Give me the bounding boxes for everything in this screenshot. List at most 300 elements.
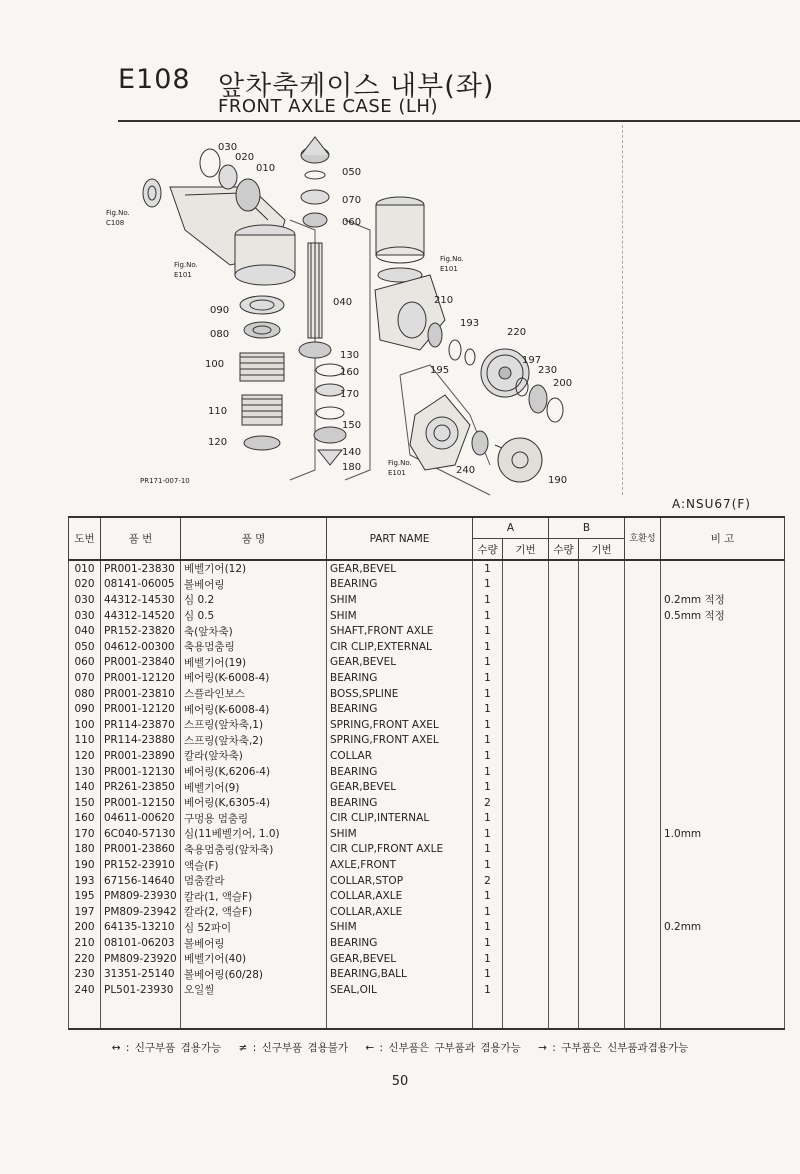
row-ref: 090 <box>69 701 101 717</box>
callout-050: 050 <box>342 167 362 178</box>
row-remark <box>661 982 785 998</box>
col-part-name: PART NAME <box>327 517 473 560</box>
row-remark <box>661 842 785 858</box>
row-qty-a: 1 <box>473 826 503 842</box>
table-row <box>69 888 785 904</box>
row-name-ko: 오일씰 <box>181 982 327 998</box>
row-part-name: BEARING <box>327 670 473 686</box>
row-part-name: AXLE,FRONT <box>327 857 473 873</box>
row-model-b <box>579 717 625 733</box>
row-name-ko: 베벨기어(40) <box>181 951 327 967</box>
row-qty-b <box>549 873 579 889</box>
row-qty-b <box>549 951 579 967</box>
row-remark: 0.5mm 적정 <box>661 608 785 624</box>
row-part-name: BEARING,BALL <box>327 966 473 982</box>
row-ref: 170 <box>69 826 101 842</box>
row-model-b <box>579 811 625 827</box>
row-compat <box>625 733 661 749</box>
row-name-ko: 구멍용 멈춤링 <box>181 811 327 827</box>
row-qty-a: 1 <box>473 982 503 998</box>
row-model-a <box>503 873 549 889</box>
row-part-no: PR001-23830 <box>101 560 181 577</box>
row-qty-a: 1 <box>473 842 503 858</box>
row-qty-b <box>549 686 579 702</box>
row-model-b <box>579 904 625 920</box>
row-ref: 060 <box>69 655 101 671</box>
table-row <box>69 904 785 920</box>
row-remark <box>661 857 785 873</box>
row-part-no: PR001-23860 <box>101 842 181 858</box>
row-compat <box>625 982 661 998</box>
callout-190: 190 <box>548 475 568 486</box>
row-qty-a: 1 <box>473 764 503 780</box>
row-ref: 130 <box>69 764 101 780</box>
row-qty-b <box>549 826 579 842</box>
row-compat <box>625 655 661 671</box>
row-qty-a: 1 <box>473 935 503 951</box>
row-qty-b <box>549 982 579 998</box>
row-part-no: 44312-14530 <box>101 592 181 608</box>
row-qty-b <box>549 748 579 764</box>
row-part-no: PM809-23930 <box>101 888 181 904</box>
row-qty-a: 1 <box>473 655 503 671</box>
blank-cell <box>661 998 785 1029</box>
row-model-a <box>503 717 549 733</box>
row-part-no: PR114-23870 <box>101 717 181 733</box>
blank-cell <box>549 998 579 1029</box>
row-model-b <box>579 592 625 608</box>
table-row <box>69 935 785 951</box>
table-row <box>69 951 785 967</box>
row-compat <box>625 966 661 982</box>
row-name-ko: 심 0.2 <box>181 592 327 608</box>
fig-ref-e101-left: E101 <box>174 271 192 279</box>
row-model-a <box>503 888 549 904</box>
callout-160: 160 <box>340 367 360 378</box>
callout-170: 170 <box>340 389 360 400</box>
table-row <box>69 670 785 686</box>
row-remark <box>661 639 785 655</box>
row-model-a <box>503 577 549 593</box>
row-model-a <box>503 966 549 982</box>
row-model-a <box>503 764 549 780</box>
blank-cell <box>327 998 473 1029</box>
row-compat <box>625 935 661 951</box>
col-group-a: A <box>473 517 549 539</box>
row-qty-b <box>549 608 579 624</box>
table-row <box>69 701 785 717</box>
row-ref: 020 <box>69 577 101 593</box>
row-ref: 120 <box>69 748 101 764</box>
row-part-name: BEARING <box>327 577 473 593</box>
callout-230: 230 <box>538 365 558 376</box>
fig-ref-e101-bottom: E101 <box>388 469 406 477</box>
row-qty-a: 1 <box>473 888 503 904</box>
row-model-b <box>579 701 625 717</box>
row-model-b <box>579 733 625 749</box>
row-qty-a: 1 <box>473 748 503 764</box>
col-a-qty: 수량 <box>473 539 503 561</box>
row-ref: 070 <box>69 670 101 686</box>
row-part-no: 08101-06203 <box>101 935 181 951</box>
row-qty-a: 1 <box>473 560 503 577</box>
row-part-no: 64135-13210 <box>101 920 181 936</box>
row-qty-b <box>549 670 579 686</box>
row-model-a <box>503 857 549 873</box>
col-remark: 비 고 <box>661 517 785 560</box>
row-qty-a: 1 <box>473 779 503 795</box>
row-remark <box>661 811 785 827</box>
row-name-ko: 액슬(F) <box>181 857 327 873</box>
row-compat <box>625 888 661 904</box>
row-model-a <box>503 811 549 827</box>
row-name-ko: 베어링(K-6008-4) <box>181 670 327 686</box>
row-remark <box>661 779 785 795</box>
row-part-name: COLLAR <box>327 748 473 764</box>
header-divider <box>118 120 800 122</box>
row-part-name: COLLAR,STOP <box>327 873 473 889</box>
table-row <box>69 842 785 858</box>
row-name-ko: 스프링(앞차축,2) <box>181 733 327 749</box>
row-compat <box>625 795 661 811</box>
row-part-name: BEARING <box>327 935 473 951</box>
row-ref: 080 <box>69 686 101 702</box>
row-remark <box>661 764 785 780</box>
callout-110: 110 <box>208 406 228 417</box>
row-name-ko: 베어링(K,6305-4) <box>181 795 327 811</box>
row-name-ko: 스프링(앞차축,1) <box>181 717 327 733</box>
row-part-no: PR152-23910 <box>101 857 181 873</box>
row-name-ko: 칼라(2, 액슬F) <box>181 904 327 920</box>
row-compat <box>625 560 661 577</box>
row-name-ko: 축용멈춤링(앞차축) <box>181 842 327 858</box>
callout-240: 240 <box>456 465 476 476</box>
row-remark <box>661 623 785 639</box>
row-qty-b <box>549 560 579 577</box>
callout-195: 195 <box>430 365 450 376</box>
callout-040: 040 <box>333 297 353 308</box>
blank-cell <box>101 998 181 1029</box>
row-compat <box>625 857 661 873</box>
row-qty-b <box>549 764 579 780</box>
row-qty-b <box>549 888 579 904</box>
row-name-ko: 심(11베벨기어, 1.0) <box>181 826 327 842</box>
col-b-model: 기번 <box>579 539 625 561</box>
row-model-b <box>579 826 625 842</box>
section-title-english: FRONT AXLE CASE (LH) <box>218 96 438 117</box>
row-remark <box>661 701 785 717</box>
row-model-b <box>579 577 625 593</box>
row-part-name: BEARING <box>327 764 473 780</box>
callout-070: 070 <box>342 195 362 206</box>
row-qty-a: 1 <box>473 733 503 749</box>
row-qty-a: 2 <box>473 795 503 811</box>
row-compat <box>625 951 661 967</box>
row-qty-a: 2 <box>473 873 503 889</box>
row-ref: 210 <box>69 935 101 951</box>
row-compat <box>625 639 661 655</box>
row-model-a <box>503 686 549 702</box>
row-model-a <box>503 826 549 842</box>
blank-cell <box>625 998 661 1029</box>
callout-030: 030 <box>218 142 238 153</box>
row-qty-b <box>549 811 579 827</box>
row-name-ko: 스플라인보스 <box>181 686 327 702</box>
callout-120: 120 <box>208 437 228 448</box>
table-row <box>69 639 785 655</box>
row-qty-a: 1 <box>473 577 503 593</box>
row-qty-a: 1 <box>473 686 503 702</box>
blank-cell <box>69 998 101 1029</box>
blank-cell <box>579 998 625 1029</box>
row-remark <box>661 733 785 749</box>
row-qty-a: 1 <box>473 623 503 639</box>
row-part-no: PL501-23930 <box>101 982 181 998</box>
row-qty-b <box>549 779 579 795</box>
callout-080: 080 <box>210 329 230 340</box>
callout-180: 180 <box>342 462 362 473</box>
fig-ref-label-2: Fig.No. <box>174 261 198 269</box>
table-row-blank <box>69 998 785 1029</box>
row-qty-a: 1 <box>473 966 503 982</box>
row-part-name: COLLAR,AXLE <box>327 904 473 920</box>
row-model-b <box>579 686 625 702</box>
table-row <box>69 826 785 842</box>
section-code: E108 <box>118 64 191 95</box>
row-model-a <box>503 701 549 717</box>
row-model-a <box>503 733 549 749</box>
row-ref: 220 <box>69 951 101 967</box>
row-model-b <box>579 888 625 904</box>
legend-item: ≠ : 신구부품 겸용불가 <box>238 1042 349 1054</box>
row-remark <box>661 560 785 577</box>
row-part-name: SHIM <box>327 920 473 936</box>
row-part-name: GEAR,BEVEL <box>327 779 473 795</box>
row-model-a <box>503 779 549 795</box>
table-row <box>69 764 785 780</box>
table-row <box>69 748 785 764</box>
row-qty-a: 1 <box>473 904 503 920</box>
row-qty-b <box>549 577 579 593</box>
row-compat <box>625 826 661 842</box>
row-compat <box>625 701 661 717</box>
col-ref: 도번 <box>69 517 101 560</box>
row-part-no: 44312-14520 <box>101 608 181 624</box>
row-name-ko: 베벨기어(12) <box>181 560 327 577</box>
row-model-b <box>579 935 625 951</box>
callout-060: 060 <box>342 217 362 228</box>
row-ref: 180 <box>69 842 101 858</box>
callout-140: 140 <box>342 447 362 458</box>
row-compat <box>625 764 661 780</box>
parts-table-header <box>69 517 785 560</box>
callout-100: 100 <box>205 359 225 370</box>
row-model-b <box>579 639 625 655</box>
row-ref: 230 <box>69 966 101 982</box>
row-model-b <box>579 655 625 671</box>
row-ref: 190 <box>69 857 101 873</box>
table-row <box>69 966 785 982</box>
row-part-no: 6C040-57130 <box>101 826 181 842</box>
row-name-ko: 심 52파이 <box>181 920 327 936</box>
col-name-ko: 품 명 <box>181 517 327 560</box>
row-name-ko: 멈춤칼라 <box>181 873 327 889</box>
row-qty-b <box>549 592 579 608</box>
section-title-korean: 앞차축케이스 내부(좌) <box>218 71 495 102</box>
row-qty-a: 1 <box>473 592 503 608</box>
table-row <box>69 795 785 811</box>
table-row <box>69 920 785 936</box>
row-qty-b <box>549 623 579 639</box>
row-model-a <box>503 592 549 608</box>
row-model-a <box>503 795 549 811</box>
row-part-name: SHIM <box>327 608 473 624</box>
table-row <box>69 873 785 889</box>
row-model-a <box>503 904 549 920</box>
row-part-no: PR001-12150 <box>101 795 181 811</box>
row-part-no: 31351-25140 <box>101 966 181 982</box>
row-qty-b <box>549 655 579 671</box>
row-model-a <box>503 920 549 936</box>
callout-130: 130 <box>340 350 360 361</box>
table-row <box>69 655 785 671</box>
row-model-a <box>503 748 549 764</box>
compatibility-legend <box>0 1040 800 1055</box>
row-model-a <box>503 623 549 639</box>
blank-cell <box>473 998 503 1029</box>
row-compat <box>625 842 661 858</box>
row-remark <box>661 966 785 982</box>
row-remark <box>661 670 785 686</box>
row-name-ko: 심 0.5 <box>181 608 327 624</box>
fig-ref-label-4: Fig.No. <box>388 459 412 467</box>
table-row <box>69 592 785 608</box>
table-row <box>69 623 785 639</box>
row-compat <box>625 779 661 795</box>
row-part-no: PR114-23880 <box>101 733 181 749</box>
row-qty-b <box>549 935 579 951</box>
row-compat <box>625 717 661 733</box>
row-model-b <box>579 920 625 936</box>
row-part-no: PR152-23820 <box>101 623 181 639</box>
row-model-a <box>503 655 549 671</box>
row-part-name: GEAR,BEVEL <box>327 951 473 967</box>
callout-090: 090 <box>210 305 230 316</box>
fig-ref-c108: C108 <box>106 219 125 227</box>
row-ref: 197 <box>69 904 101 920</box>
row-name-ko: 볼베어링 <box>181 577 327 593</box>
callout-010: 010 <box>256 163 276 174</box>
parts-table-body <box>69 560 785 1029</box>
row-qty-b <box>549 733 579 749</box>
callout-220: 220 <box>507 327 527 338</box>
row-compat <box>625 811 661 827</box>
row-remark <box>661 935 785 951</box>
row-part-name: CIR CLIP,INTERNAL <box>327 811 473 827</box>
row-part-no: PR001-12120 <box>101 701 181 717</box>
row-name-ko: 베벨기어(9) <box>181 779 327 795</box>
row-compat <box>625 920 661 936</box>
row-ref: 030 <box>69 608 101 624</box>
row-model-b <box>579 857 625 873</box>
row-ref: 010 <box>69 560 101 577</box>
row-remark: 1.0mm <box>661 826 785 842</box>
row-part-name: SPRING,FRONT AXEL <box>327 733 473 749</box>
row-qty-b <box>549 857 579 873</box>
table-row <box>69 733 785 749</box>
row-remark <box>661 748 785 764</box>
table-row <box>69 811 785 827</box>
row-name-ko: 베벨기어(19) <box>181 655 327 671</box>
row-compat <box>625 670 661 686</box>
row-model-a <box>503 982 549 998</box>
row-remark <box>661 717 785 733</box>
row-name-ko: 볼베어링(60/28) <box>181 966 327 982</box>
parts-table <box>68 516 785 1030</box>
table-row <box>69 982 785 998</box>
exploded-parts-diagram <box>90 125 620 500</box>
row-ref: 240 <box>69 982 101 998</box>
row-ref: 140 <box>69 779 101 795</box>
row-qty-b <box>549 795 579 811</box>
row-compat <box>625 686 661 702</box>
col-compat: 호환성 <box>625 517 661 560</box>
page-fold-line <box>622 125 623 495</box>
row-compat <box>625 873 661 889</box>
row-part-name: GEAR,BEVEL <box>327 655 473 671</box>
row-remark <box>661 904 785 920</box>
table-row <box>69 717 785 733</box>
row-model-b <box>579 560 625 577</box>
fig-ref-e101-right: E101 <box>440 265 458 273</box>
row-model-b <box>579 779 625 795</box>
row-qty-a: 1 <box>473 857 503 873</box>
row-remark: 0.2mm 적정 <box>661 592 785 608</box>
row-ref: 160 <box>69 811 101 827</box>
row-qty-a: 1 <box>473 717 503 733</box>
row-ref: 110 <box>69 733 101 749</box>
row-part-name: SPRING,FRONT AXEL <box>327 717 473 733</box>
row-part-name: SEAL,OIL <box>327 982 473 998</box>
row-part-name: BEARING <box>327 701 473 717</box>
row-name-ko: 베어링(K,6206-4) <box>181 764 327 780</box>
row-compat <box>625 623 661 639</box>
row-part-name: BEARING <box>327 795 473 811</box>
model-note: A:NSU67(F) <box>672 497 751 511</box>
row-ref: 193 <box>69 873 101 889</box>
row-remark <box>661 888 785 904</box>
row-model-a <box>503 560 549 577</box>
table-row <box>69 608 785 624</box>
row-model-b <box>579 966 625 982</box>
callout-197: 197 <box>522 355 542 366</box>
row-part-name: CIR CLIP,FRONT AXLE <box>327 842 473 858</box>
row-remark <box>661 795 785 811</box>
row-qty-b <box>549 717 579 733</box>
row-part-name: SHAFT,FRONT AXLE <box>327 623 473 639</box>
row-model-b <box>579 670 625 686</box>
row-model-b <box>579 748 625 764</box>
row-qty-b <box>549 966 579 982</box>
row-qty-a: 1 <box>473 639 503 655</box>
row-part-no: PR001-12120 <box>101 670 181 686</box>
row-model-b <box>579 982 625 998</box>
row-remark <box>661 951 785 967</box>
row-name-ko: 베어링(K-6008-4) <box>181 701 327 717</box>
row-model-b <box>579 764 625 780</box>
row-ref: 050 <box>69 639 101 655</box>
legend-item: ← : 신부품은 구부품과 겸용가능 <box>365 1042 521 1054</box>
